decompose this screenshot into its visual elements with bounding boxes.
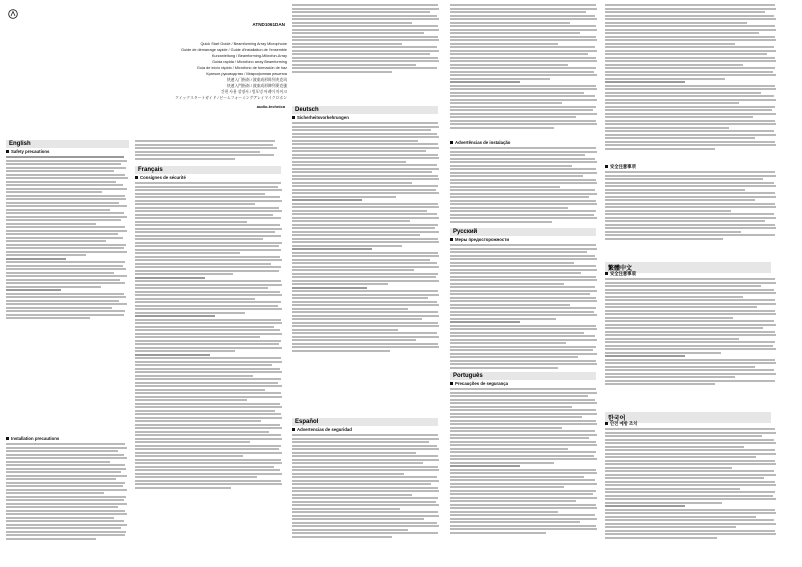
- heading-safety-tw: 安全注意事項: [605, 271, 636, 277]
- text-block-portugues: [450, 388, 598, 535]
- guide-title-8: 快速入門指南 / 波束成形陣列麥克風: [226, 84, 287, 88]
- text-block-chinese: [605, 171, 777, 241]
- heading-instalacao: Advertências de instalação: [450, 140, 510, 145]
- website-label: audio-technica: [256, 104, 285, 109]
- guide-title-1: Quick Start Guide / Beamforming Array Microphone: [200, 42, 287, 46]
- guide-title-7: 快速入门指南 / 波束成形阵列麦克风: [226, 78, 287, 82]
- section-header-francais: Français: [135, 166, 281, 174]
- heading-installation-precautions: Installation precautions: [6, 436, 59, 441]
- heading-mery: Меры предосторожности: [450, 237, 509, 242]
- section-header-portugues: Português: [450, 372, 596, 380]
- brand-logo-icon: [8, 6, 18, 24]
- guide-title-2: Guide de démarrage rapide / Guide d'installation de l'ensemble: [181, 48, 287, 52]
- heading-consignes: Consignes de sécurité: [135, 175, 186, 180]
- text-block-russian: [450, 244, 598, 370]
- guide-title-3: Kurzanleitung / Beamforming-Mikrofon-Array: [211, 54, 287, 58]
- column-deutsch-italiano: [292, 0, 442, 567]
- text-block-de-continued: [450, 4, 598, 130]
- text-block-installation: [6, 443, 128, 541]
- heading-safety-precautions: Safety precautions: [6, 149, 49, 154]
- heading-sicherheit: Sicherheitsvorkehrungen: [292, 115, 349, 120]
- text-block-deutsch: [292, 122, 440, 353]
- column-english: [6, 0, 129, 567]
- guide-title-9: 간편 사용 설명서 / 빔포밍 어레이 마이크: [220, 90, 287, 94]
- section-header-english: English: [6, 140, 129, 148]
- heading-safety-cn: 安全注意事项: [605, 164, 636, 170]
- heading-safety-kr: 안전 예방 조치: [605, 421, 637, 427]
- guide-title-5: Guía de inicio rápido / Micrófono de formación de haz: [196, 66, 287, 70]
- text-block-korean: [605, 428, 777, 540]
- text-block-francais: [135, 182, 283, 490]
- text-block-fr-continued: [292, 4, 440, 74]
- text-block-ru-continued: [605, 4, 777, 151]
- text-block-en-continued: [135, 140, 280, 161]
- section-header-russian: Русский: [450, 228, 596, 236]
- column-francais: [135, 0, 285, 567]
- section-header-espanol: Español: [292, 418, 438, 426]
- heading-advertencias: Advertencias de seguridad: [292, 427, 352, 432]
- text-block-espanol: [292, 434, 440, 539]
- section-header-korean: 한국어: [605, 412, 771, 423]
- column-asian: [605, 0, 780, 567]
- guide-title-6: Краткое руководство / Микрофонная решетка: [206, 72, 287, 76]
- section-header-deutsch: Deutsch: [292, 106, 438, 114]
- section-header-traditional: 繁體中文: [605, 262, 771, 273]
- text-block-safety: [6, 156, 128, 321]
- text-block-instalacao: [450, 147, 598, 224]
- guide-title-10: クイックスタートガイド / ビームフォーミングアレイマイクロホン: [175, 96, 287, 100]
- column-italiano-portugues: [450, 0, 600, 567]
- guide-title-4: Guida rapida / Microfono array Beamforming: [212, 60, 287, 64]
- model-number: ATND1061DAN: [252, 22, 285, 27]
- heading-precaucoes: Precauções de segurança: [450, 381, 508, 386]
- text-block-traditional: [605, 278, 777, 387]
